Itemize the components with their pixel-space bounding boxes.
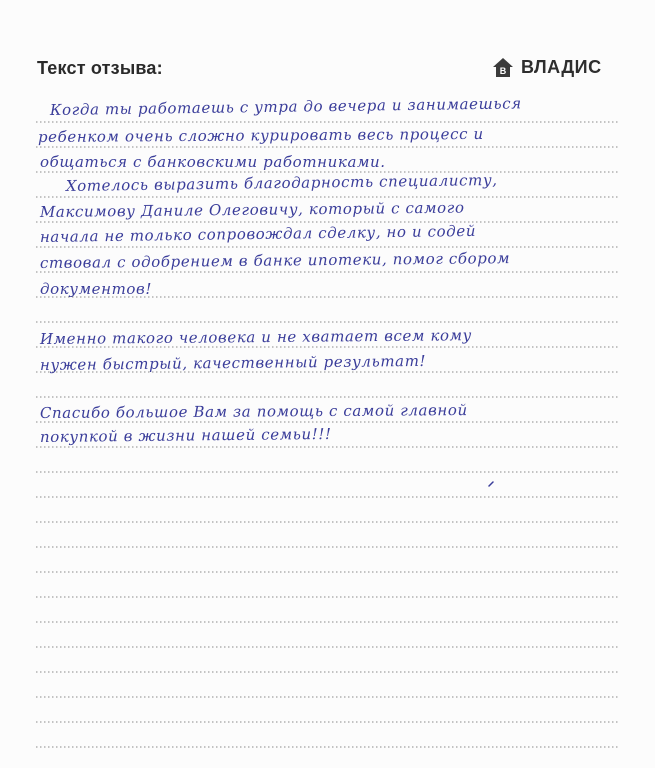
svg-text:В: В [499, 66, 507, 76]
review-line: Хотелось выразить благодарность специалисту, [65, 170, 498, 195]
review-line: покупкой в жизни нашей семьи!!! [39, 424, 332, 446]
review-line: ствовал с одобрением в банке ипотеки, помог сбором [39, 249, 511, 272]
review-line: Спасибо большое Вам за помощь с самой главной [39, 401, 468, 422]
review-line: ребенком очень сложно курировать весь процесс и [37, 124, 484, 146]
review-line: документов! [40, 280, 153, 298]
review-line: общаться с банковскими работниками. [40, 153, 386, 171]
pen-mark [488, 480, 496, 488]
review-line: Именно такого человека и не хватает всем кому [39, 326, 472, 348]
brand-name: ВЛАДИС [521, 56, 602, 77]
review-line: нужен быстрый, качественный результат! [39, 351, 427, 374]
review-line: начала не только сопровождал сделку, но и содей [39, 221, 477, 246]
review-line: Когда ты работаешь с утра до вечера и занимаешься [49, 94, 522, 119]
form-title: Текст отзыва: [37, 58, 163, 78]
review-line: Максимову Даниле Олеговичу, который с самого [39, 198, 465, 221]
